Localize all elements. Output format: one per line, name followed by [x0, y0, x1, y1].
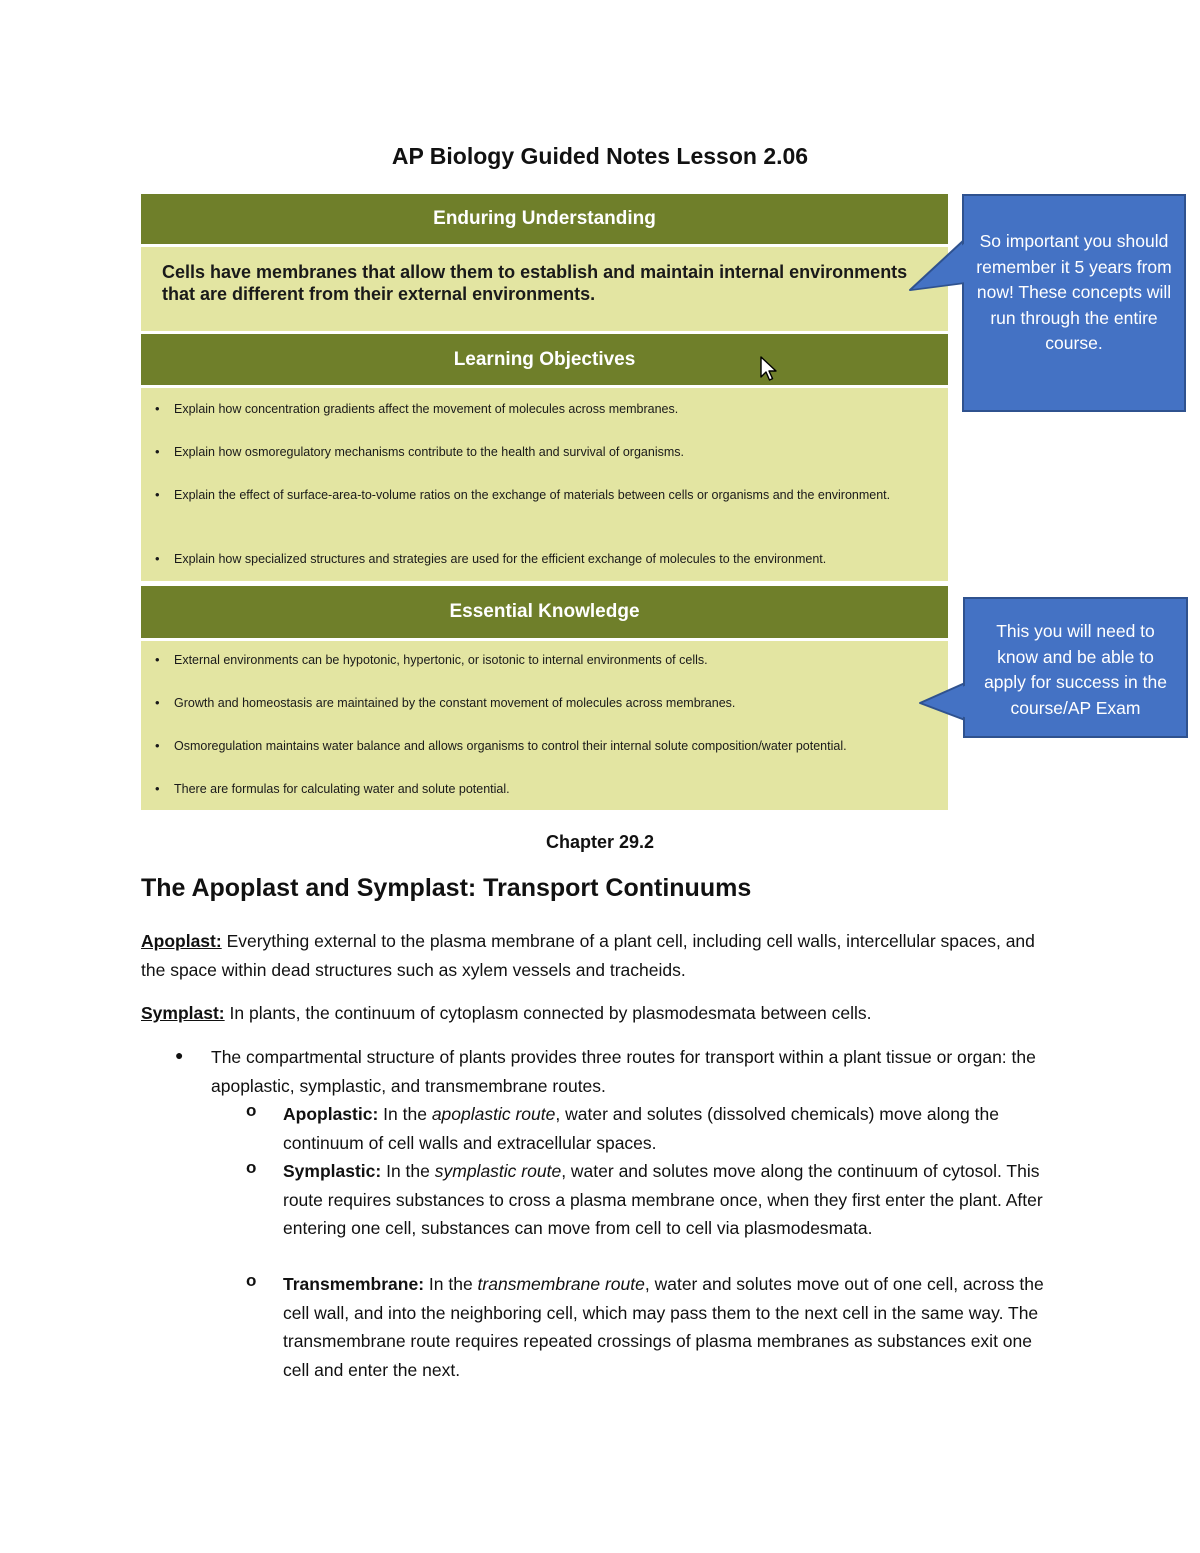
list-item: • Growth and homeostasis are maintained by the constant movement of molecules across membranes.: [174, 692, 894, 714]
sub-bullet-marker: o: [246, 1271, 257, 1290]
apoplast-text: Everything external to the plasma membrane of a plant cell, including cell walls, intercellular spaces, and the space within dead structures such as xylem vessels and tracheids.: [141, 931, 1035, 980]
transmembrane-label: Transmembrane:: [283, 1274, 425, 1294]
learning-objectives-header: Learning Objectives: [141, 334, 948, 385]
list-item: • There are formulas for calculating water and solute potential.: [174, 778, 894, 800]
symplastic-route: symplastic route: [434, 1161, 562, 1181]
list-item: • Osmoregulation maintains water balance and allows organisms to control their internal solute composition/water potential.: [174, 735, 894, 757]
list-item: • Explain how concentration gradients affect the movement of molecules across membranes.: [174, 398, 894, 420]
list-item: • External environments can be hypotonic, hypertonic, or isotonic to internal environments of cells.: [174, 649, 894, 671]
apoplast-term: Apoplast:: [141, 931, 222, 951]
document-title: AP Biology Guided Notes Lesson 2.06: [391, 143, 809, 169]
apoplast-definition: [141, 927, 1061, 984]
symplastic-pre: In the: [381, 1161, 435, 1181]
apoplastic-item: [283, 1100, 1063, 1157]
sub-bullet-marker: o: [246, 1101, 257, 1120]
list-item: • Explain the effect of surface-area-to-volume ratios on the exchange of materials between cells or organisms and the environment.: [174, 484, 894, 506]
learning-objectives-body: [141, 388, 948, 581]
apoplastic-label: Apoplastic:: [283, 1104, 379, 1124]
transmembrane-post: , water and solutes move out of one cell, across the cell wall, and into the neighboring cell, which may pass them to the next cell in the same way. The transmembrane route requires repeated crossings of plasma membranes as substances exit one cell and enter the next.: [283, 1274, 1044, 1380]
symplast-term: Symplast:: [141, 1003, 225, 1023]
transmembrane-route: transmembrane route: [477, 1274, 645, 1294]
transmembrane-pre: In the: [424, 1274, 478, 1294]
enduring-understanding-body: [141, 247, 948, 331]
mouse-cursor-icon: [760, 356, 778, 384]
symplast-text: In plants, the continuum of cytoplasm connected by plasmodesmata between cells.: [224, 1003, 872, 1023]
bullet-marker: ●: [175, 1047, 184, 1063]
bullet-main: The compartmental structure of plants provides three routes for transport within a plant tissue or organ: the apoplastic, symplastic, and transmembrane routes.: [211, 1047, 1036, 1096]
list-item: • Explain how specialized structures and strategies are used for the efficient exchange of molecules to the environment.: [174, 548, 894, 570]
symplast-definition: [141, 999, 1061, 1028]
essential-knowledge-header: Essential Knowledge: [141, 586, 948, 638]
essential-knowledge-body: [141, 641, 948, 810]
transmembrane-item: [283, 1270, 1063, 1384]
callout-bottom: This you will need to know and be able to apply for success in the course/AP Exam: [963, 597, 1188, 738]
list-item: • Explain how osmoregulatory mechanisms contribute to the health and survival of organisms.: [174, 441, 894, 463]
enduring-understanding-header: Enduring Understanding: [141, 194, 948, 244]
apoplastic-post: , water and solutes (dissolved chemicals) move along the continuum of cell walls and extracellular spaces.: [283, 1104, 999, 1153]
section-title: The Apoplast and Symplast: Transport Continuums: [141, 874, 752, 902]
symplastic-label: Symplastic:: [283, 1161, 382, 1181]
apoplastic-route: apoplastic route: [431, 1104, 556, 1124]
sub-bullet-marker: o: [246, 1158, 257, 1177]
chapter-label: Chapter 29.2: [545, 832, 655, 852]
apoplastic-pre: In the: [378, 1104, 432, 1124]
callout-top: So important you should remember it 5 years from now! These concepts will run through the entire course.: [962, 194, 1186, 412]
symplastic-item: [283, 1157, 1063, 1243]
enduring-understanding-text: Cells have membranes that allow them to establish and maintain internal environments that are different from their external environments.: [162, 262, 908, 304]
symplastic-post: , water and solutes move along the continuum of cytosol. This route requires substances to cross a plasma membrane once, when they first enter the plant. After entering one cell, substances can move from cell to cell via plasmodesmata.: [283, 1161, 1043, 1238]
